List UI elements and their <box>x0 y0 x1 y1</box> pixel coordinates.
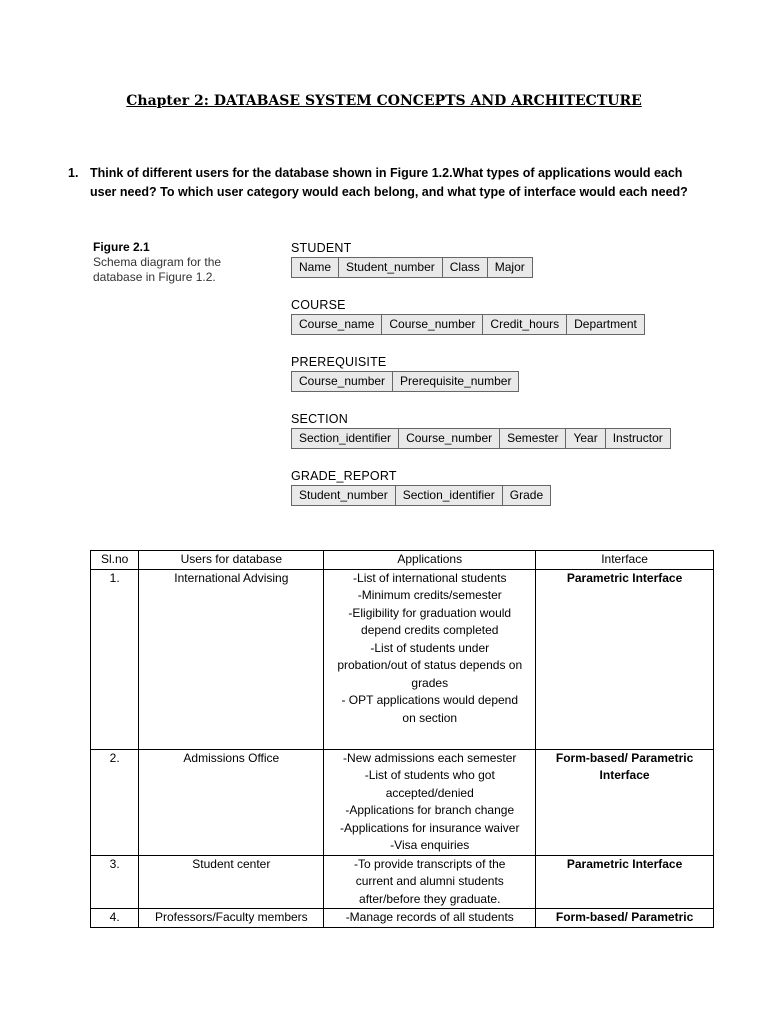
application-line: depend credits completed <box>361 623 499 637</box>
application-line: -Applications for insurance waiver <box>340 820 520 835</box>
schema-section <box>291 412 671 449</box>
applications-cell <box>324 749 536 855</box>
slno-cell: 1. <box>91 569 139 749</box>
schema-fields <box>291 314 645 335</box>
header-interface: Interface <box>536 551 714 570</box>
interface-cell: Form-based/ Parametric Interface <box>536 749 714 855</box>
application-line: -New admissions each semester <box>343 750 517 765</box>
schema-field: Class <box>443 258 488 277</box>
schema-student <box>291 241 533 278</box>
slno-cell: 2. <box>91 749 139 855</box>
schema-fields <box>291 485 551 506</box>
user-cell: Student center <box>139 855 324 909</box>
schema-name: PREREQUISITE <box>291 355 387 369</box>
header-slno: Sl.no <box>91 551 139 570</box>
question-1 <box>68 164 708 202</box>
figure-label: Figure 2.1 <box>93 240 150 254</box>
schema-field: Year <box>566 429 605 448</box>
schema-name: GRADE_REPORT <box>291 469 397 483</box>
schema-field: Course_name <box>292 315 382 334</box>
schema-field: Instructor <box>612 431 663 445</box>
schema-field: Section_identifier <box>292 429 399 448</box>
header-applications: Applications <box>324 551 536 570</box>
page-title: Chapter 2: DATABASE SYSTEM CONCEPTS AND ARCHITECTURE <box>126 93 642 109</box>
application-line: -Applications for branch change <box>345 803 515 817</box>
application-line: -List of international students <box>353 570 507 585</box>
schema-grade-report <box>291 469 551 506</box>
schema-course <box>291 298 645 335</box>
schema-field: Section_identifier <box>396 486 503 505</box>
schema-field: Credit_hours <box>483 315 567 334</box>
figure-caption-line: Schema diagram for the <box>93 255 222 269</box>
schema-name: STUDENT <box>291 241 352 255</box>
schema-fields <box>291 257 533 278</box>
schema-field: Semester <box>500 429 566 448</box>
table-row <box>91 909 714 928</box>
schema-field: Course_number <box>382 315 483 334</box>
schema-field: Course_number <box>292 372 393 391</box>
schema-field: Department <box>574 317 637 331</box>
schema-field: Student_number <box>292 486 396 505</box>
application-line: current and alumni students <box>355 874 504 888</box>
slno-cell: 3. <box>91 855 139 909</box>
table-row <box>91 569 714 749</box>
header-users: Users for database <box>139 551 324 570</box>
user-cell: International Advising <box>139 569 324 749</box>
interface-cell: Form-based/ Parametric <box>536 909 714 928</box>
application-line: - OPT applications would depend <box>341 693 519 707</box>
application-line: on section <box>402 710 458 725</box>
application-line: probation/out of status depends on <box>337 658 523 672</box>
applications-cell <box>324 855 536 909</box>
schema-field: Student_number <box>339 258 443 277</box>
schema-prerequisite <box>291 355 519 392</box>
schema-field: Prerequisite_number <box>400 374 512 388</box>
application-line: -List of students who got <box>364 768 495 782</box>
application-line: -Minimum credits/semester <box>357 588 502 602</box>
schema-field: Grade <box>509 488 544 502</box>
schema-field: Major <box>494 260 525 274</box>
application-line: -Visa enquiries <box>390 838 470 852</box>
schema-fields <box>291 428 671 449</box>
question-text: Think of different users for the database shown in Figure 1.2.What types of applications would each user need? To which user category would each belong, and what type of interface would each need? <box>90 166 688 199</box>
question-number: 1. <box>68 166 79 180</box>
table-row <box>91 855 714 909</box>
interface-cell: Parametric Interface <box>536 855 714 909</box>
application-line: after/before they graduate. <box>359 891 501 906</box>
application-line: -To provide transcripts of the <box>354 856 506 871</box>
schema-fields <box>291 371 519 392</box>
applications-cell <box>324 909 536 928</box>
application-line: -Manage records of all students <box>345 910 514 924</box>
application-line: -List of students under <box>370 640 490 655</box>
figure-caption <box>93 240 221 285</box>
schema-field: Name <box>292 258 339 277</box>
interface-cell: Parametric Interface <box>536 569 714 749</box>
user-cell: Admissions Office <box>139 749 324 855</box>
table-header-row <box>91 551 714 570</box>
figure-caption-line: database in Figure 1.2. <box>93 270 216 284</box>
schema-field: Course_number <box>399 429 500 448</box>
schema-name: COURSE <box>291 298 346 312</box>
applications-cell <box>324 569 536 749</box>
application-line: -Eligibility for graduation would <box>348 605 512 620</box>
table-row <box>91 749 714 855</box>
application-line: grades <box>411 675 449 690</box>
users-table <box>90 550 714 928</box>
schema-name: SECTION <box>291 412 348 426</box>
user-cell: Professors/Faculty members <box>139 909 324 928</box>
slno-cell: 4. <box>91 909 139 928</box>
application-line: accepted/denied <box>385 785 474 800</box>
